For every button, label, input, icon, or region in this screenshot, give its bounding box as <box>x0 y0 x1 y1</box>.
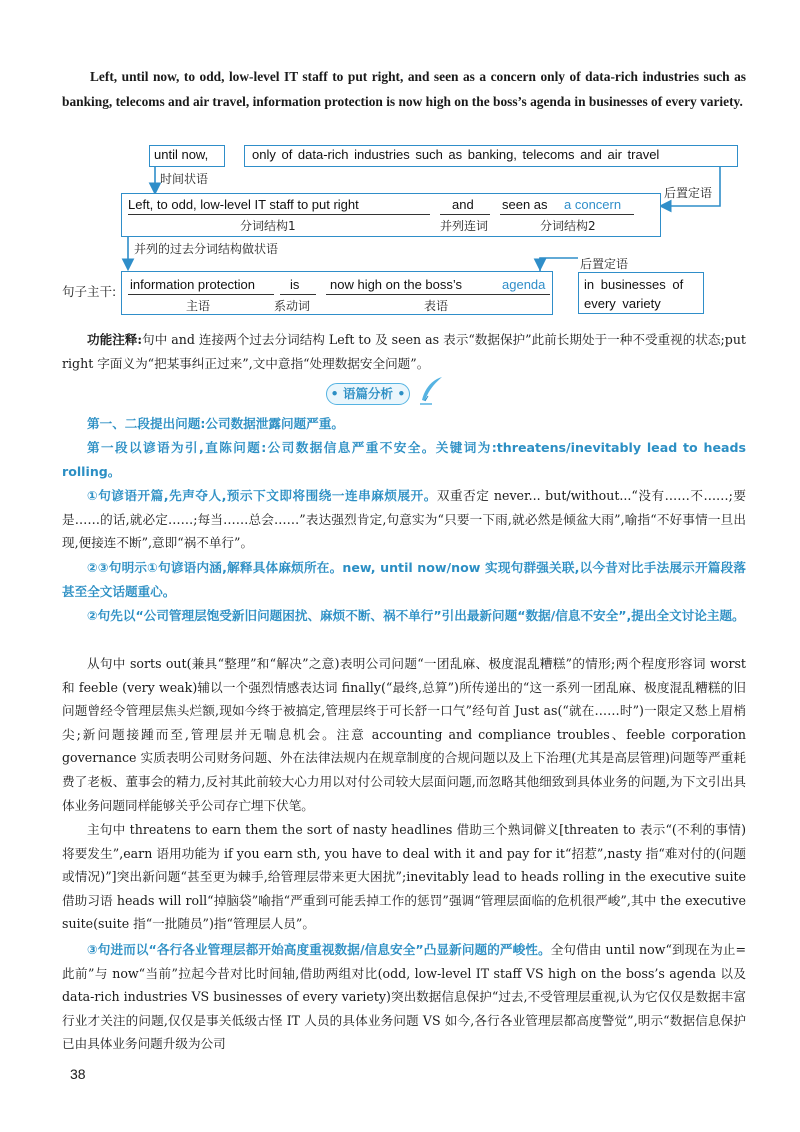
analysis-point-3-head: ①句谚语开篇,先声夺人,预示下文即将围绕一连串麻烦展开。 <box>87 488 437 503</box>
linking-verb-label: 系动词 <box>274 299 311 313</box>
and-underline <box>440 214 490 215</box>
analysis-point-8-head: ③句进而以“各行各业管理层都开始高度重视数据/信息安全”凸显新问题的严峻性。 <box>87 942 551 957</box>
subject-label: 主语 <box>186 299 211 313</box>
is-text: is <box>290 277 300 292</box>
analysis-point-3-body: 双重否定 never... but/without...“没有……不……;要是……的话,就必定……;每当……总会……”表达强烈肯定,句意实为“只要一下雨,就必然是倾盆大雨”,喻指“不好事情一旦出现,便接连不断”,意即“祸不单行”。 <box>62 488 747 551</box>
analysis-point-7: 主句中 threatens to earn them the sort of nasty headlines 借助三个熟词僻义[threaten to 表示“(不利的事情)将要发生”,earn 语用功能为 if you earn sth, you have to deal with it and pay for it“招惹”,nasty 指“难对付的(问题或情况)”]突出新问题“甚至更为棘手,给管理层带来更大困扰”;inevitably lead to heads rolling in the executive suite 借助习语 heads will roll“掉脑袋”喻指“严重到可能丢掉工作的惩罚”强调“管理层面临的危机很严峻”,其中 the executive suite(suite 指“一批随员”)指“管理层人员”。 <box>62 822 746 932</box>
postpositive-attr-label-2: 后置定语 <box>580 257 629 271</box>
analysis-point-2: 第一段以谚语为引,直陈问题:公司数据信息严重不安全。关键词为:threatens/inevitably lead to heads rolling。 <box>62 440 746 479</box>
analyzed-sentence: Left, until now, to odd, low-level IT staff to put right, and seen as a concern only of data-rich industries such as banking, telecoms and air travel, information protection is now high on the boss’s agenda in businesses of every variety. <box>62 69 746 109</box>
seen-as-underline <box>500 214 634 215</box>
predicative-text: now high on the boss’s <box>330 277 463 292</box>
postpositive-attr-label-1: 后置定语 <box>664 186 713 200</box>
section-title: • 语篇分析 • <box>326 383 410 405</box>
coordinating-conj-label: 并列连词 <box>440 219 489 233</box>
analysis-point-4: ②③句明示①句谚语内涵,解释具体麻烦所在。new, until now/now 实现句群强关联,以今昔对比手法展示开篇段落甚至全文话题重心。 <box>62 560 746 599</box>
predicative-underline <box>326 294 550 295</box>
analysis-point-5: ②句先以“公司管理层饱受新旧问题困扰、麻烦不断、祸不单行”引出最新问题“数据/信息不安全”,提出全文讨论主题。 <box>87 608 745 623</box>
until-now-text: until now, <box>154 147 209 162</box>
function-note <box>62 328 746 375</box>
subject-underline <box>128 294 274 295</box>
time-adverbial-label: 时间状语 <box>160 172 209 186</box>
and-text: and <box>452 197 474 212</box>
seen-as-text: seen as <box>502 197 548 212</box>
page-number: 38 <box>70 1066 86 1082</box>
analysis-point-8-body: 全句借由 until now“到现在为止=此前”与 now“当前”拉起今昔对比时间轴,借助两组对比(odd, low-level IT staff VS high on the boss’s agenda 以及 data-rich industries VS businesses of every variety)突出数据信息保护“过去,不受管理层重视,认为它仅仅是数据丰富行业才关注的问题,仅仅是事关低级古怪 IT 人员的具体业务问题 VS 如今,各行各业管理层都高度警觉”,明示“数据信息保护已由具体业务问题升级为公司 <box>62 942 746 1052</box>
a-concern-text: a concern <box>564 197 622 212</box>
main-clause-label: 句子主干: <box>62 284 117 299</box>
predicative-label: 表语 <box>424 299 449 313</box>
participle-2-label: 分词结构2 <box>540 219 596 233</box>
left-phrase-underline <box>128 214 430 215</box>
subject-text: information protection <box>130 277 256 292</box>
left-phrase-text: Left, to odd, low-level IT staff to put right <box>128 197 359 212</box>
participle-1-label: 分词结构1 <box>240 219 296 233</box>
every-variety-text: in businesses of every variety <box>584 277 684 311</box>
is-underline <box>280 294 316 295</box>
analysis-point-1: 第一、二段提出问题:公司数据泄露问题严重。 <box>87 416 344 431</box>
analysis-point-6: 从句中 sorts out(兼具“整理”和“解决”之意)表明公司问题“一团乱麻、极度混乱糟糕”的情形;两个程度形容词 worst 和 feeble (very weak)辅以一个强烈情感表达词 finally(“最终,总算”)所传递出的“这一系列一团乱麻、极度混乱糟糕的旧问题曾经令管理层焦头烂额,现如今终于被搞定,管理层终于可长舒一口气”经句首 Just as(“就在……时”)一限定又愁上眉梢尖;新问题接踵而至,管理层并无喘息机会。注意 accounting and compliance troubles、feeble corporation governance 实质表明公司财务问题、外在法律法规内在规章制度的合规问题以及上下治理(尤其是高层管理)问题等严重耗费了老板、董事会的精力,反衬其此前较大心力用以对付公司较大层面问题,而忽略其他细致到具体业务的问题,为下文引出具体业务问题同样能够关乎公司存亡埋下伏笔。 <box>62 656 746 813</box>
agenda-text: agenda <box>502 277 546 292</box>
quill-icon <box>416 374 446 408</box>
only-of-text: only of data-rich industries such as banking, telecoms and air travel <box>252 147 660 162</box>
function-note-text: 句中 and 连接两个过去分词结构 Left to 及 seen as 表示“数据保护”此前长期处于一种不受重视的状态;put right 字面义为“把某事纠正过来”,文中意指“处理数据安全问题”。 <box>62 332 746 371</box>
analysis-point-8 <box>62 938 746 1056</box>
parallel-participle-label: 并列的过去分词结构做状语 <box>134 242 279 256</box>
function-note-label: 功能注释: <box>87 332 143 347</box>
analysis-point-3 <box>62 484 746 555</box>
